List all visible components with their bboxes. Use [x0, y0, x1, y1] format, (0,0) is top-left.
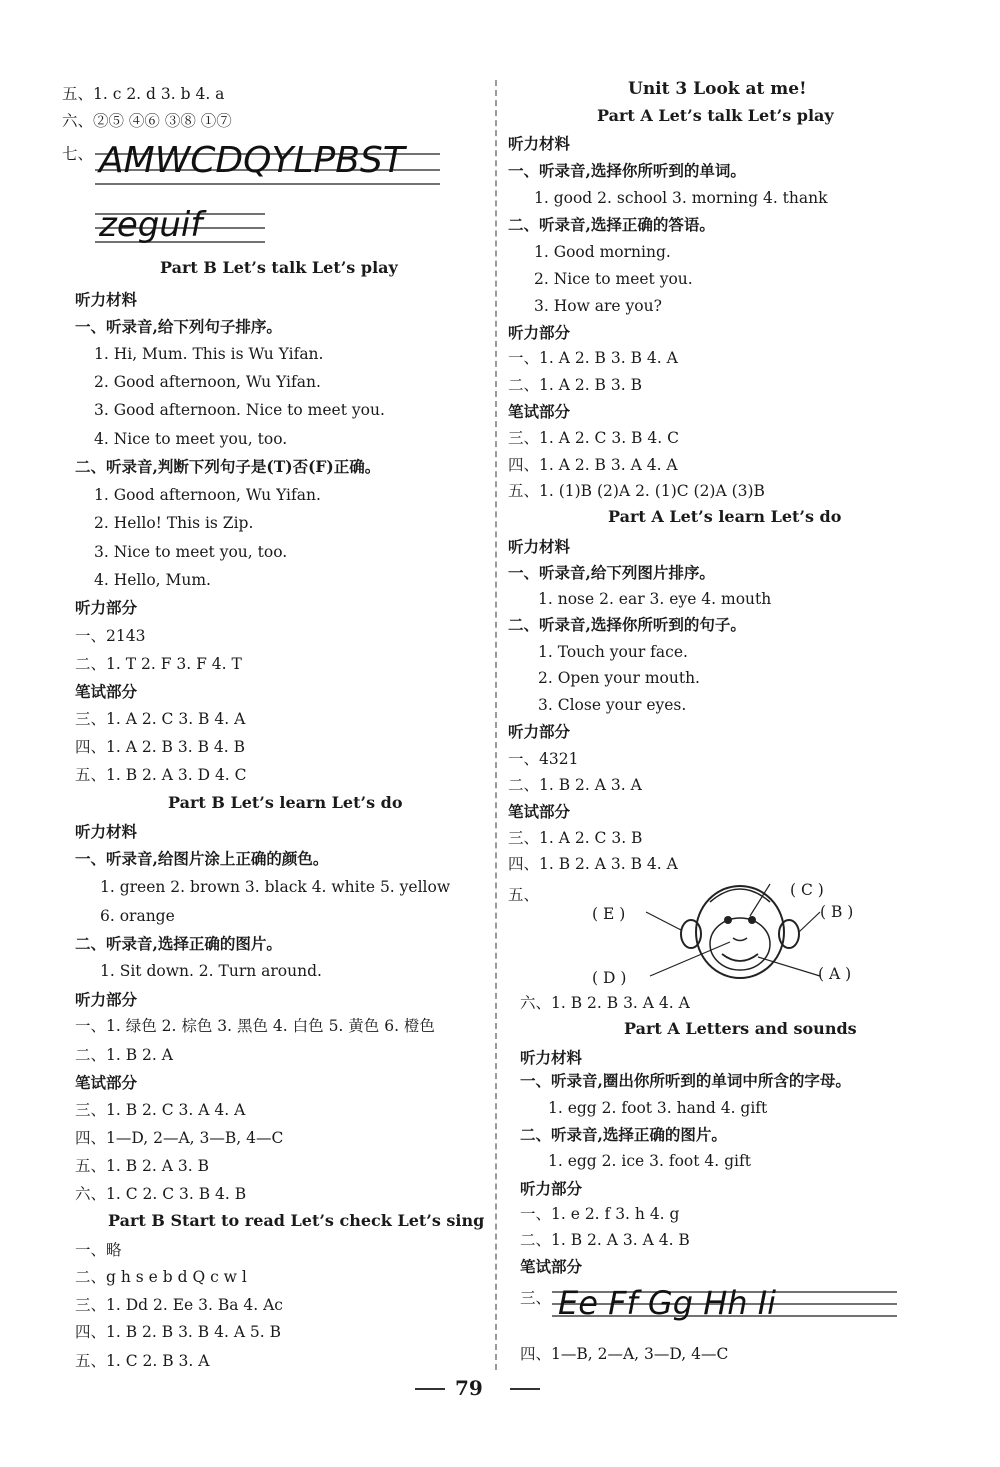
answer-line: 三、1. B 2. C 3. A 4. A [75, 1101, 246, 1119]
answer-line: 二、1. B 2. A [75, 1046, 173, 1064]
answer-line: 二、1. B 2. A 3. A 4. B [520, 1231, 690, 1249]
answer-line: 1. Good morning. [534, 243, 671, 261]
answer-line: 一、2143 [75, 627, 146, 645]
monkey-face-diagram [580, 872, 900, 992]
answer-line: 一、1. e 2. f 3. h 4. g [520, 1205, 680, 1223]
answer-line: 一、4321 [508, 750, 579, 768]
answer-line: 三、1. Dd 2. Ee 3. Ba 4. Ac [75, 1296, 283, 1314]
answer-line: 三、1. A 2. C 3. B [508, 829, 643, 847]
answer-line: 五、1. B 2. A 3. B [75, 1157, 209, 1175]
subheading: 笔试部分 [75, 1073, 138, 1092]
question-title: 一、听录音,圈出你所听到的单词中所含的字母。 [520, 1071, 851, 1090]
question-title: 一、听录音,给下列句子排序。 [75, 317, 282, 336]
diagram-label: ( E ) [592, 905, 626, 923]
svg-text:Ee Ff Gg Hh Ii: Ee Ff Gg Hh Ii [558, 1284, 777, 1322]
unit-title: Unit 3 Look at me! [628, 79, 807, 99]
answer-line: 1. egg 2. foot 3. hand 4. gift [548, 1099, 768, 1117]
answer-line: 2. Hello! This is Zip. [94, 514, 254, 532]
question-title: 二、听录音,选择正确的图片。 [520, 1125, 727, 1144]
diagram-label: ( D ) [592, 969, 627, 987]
subheading: 笔试部分 [520, 1257, 583, 1276]
question-title: 一、听录音,给图片涂上正确的颜色。 [75, 849, 329, 868]
page-number-dash-left [415, 1388, 445, 1390]
answer-line: 1. egg 2. ice 3. foot 4. gift [548, 1152, 751, 1170]
answer-line: 一、略 [75, 1241, 122, 1259]
answer-line: 一、1. 绿色 2. 棕色 3. 黑色 4. 白色 5. 黄色 6. 橙色 [75, 1017, 435, 1035]
subheading: 听力材料 [508, 537, 571, 556]
section-title: Part B Start to read Let’s check Let’s sing [108, 1211, 485, 1230]
answer-line: 1. nose 2. ear 3. eye 4. mouth [538, 590, 772, 608]
answer-line: 六、②⑤ ④⑥ ③⑧ ①⑦ [62, 112, 232, 130]
answer-line: 四、1—D, 2—A, 3—B, 4—C [75, 1129, 284, 1147]
subheading: 笔试部分 [75, 682, 138, 701]
column-divider [495, 80, 497, 1370]
answer-line: 六、1. C 2. C 3. B 4. B [75, 1185, 247, 1203]
answer-line: 五、1. c 2. d 3. b 4. a [62, 85, 225, 103]
answer-line: 五、 [508, 886, 540, 904]
answer-line: 五、1. C 2. B 3. A [75, 1352, 210, 1370]
handwriting-letters-3 [552, 1280, 897, 1334]
question-title: 二、听录音,判断下列句子是(T)否(F)正确。 [75, 457, 381, 476]
answer-line: 四、1. A 2. B 3. A 4. A [508, 456, 678, 474]
subheading: 听力部分 [75, 598, 138, 617]
answer-line: 3. How are you? [534, 297, 662, 315]
answer-line: 五、1. (1)B (2)A 2. (1)C (2)A (3)B [508, 482, 765, 500]
answer-line: 一、1. A 2. B 3. B 4. A [508, 349, 678, 367]
answer-line: 1. good 2. school 3. morning 4. thank [534, 189, 828, 207]
subheading: 听力材料 [75, 290, 138, 309]
handwriting-letters-2 [95, 202, 265, 258]
answer-line: 三、 [520, 1289, 552, 1307]
answer-line: 1. Good afternoon, Wu Yifan. [94, 486, 321, 504]
diagram-label: ( B ) [820, 903, 854, 921]
subheading: 听力部分 [508, 323, 571, 342]
section-title: Part A Let’s learn Let’s do [608, 507, 842, 526]
answer-line: 2. Good afternoon, Wu Yifan. [94, 373, 321, 391]
answer-line: 4. Hello, Mum. [94, 571, 211, 589]
answer-line: 四、1. A 2. B 3. B 4. B [75, 738, 246, 756]
answer-line: 2. Open your mouth. [538, 669, 700, 687]
svg-text:zeguif: zeguif [99, 205, 203, 245]
page-number-dash-right [510, 1388, 540, 1390]
subheading: 听力材料 [508, 134, 571, 153]
answer-line: 四、1. B 2. A 3. B 4. A [508, 855, 678, 873]
question-title: 一、听录音,选择你所听到的单词。 [508, 161, 746, 180]
answer-line: 1. Touch your face. [538, 643, 688, 661]
question-title: 二、听录音,选择正确的答语。 [508, 215, 715, 234]
answer-line: 四、1—B, 2—A, 3—D, 4—C [520, 1345, 729, 1363]
answer-line: 五、1. B 2. A 3. D 4. C [75, 766, 247, 784]
answer-line: 1. Sit down. 2. Turn around. [100, 962, 322, 980]
answer-line: 1. Hi, Mum. This is Wu Yifan. [94, 345, 324, 363]
subheading: 听力材料 [75, 822, 138, 841]
answer-line: 四、1. B 2. B 3. B 4. A 5. B [75, 1323, 282, 1341]
question-title: 二、听录音,选择你所听到的句子。 [508, 615, 746, 634]
subheading: 笔试部分 [508, 402, 571, 421]
section-title: Part A Letters and sounds [624, 1019, 857, 1038]
answer-line: 3. Nice to meet you, too. [94, 543, 288, 561]
answer-line: 三、1. A 2. C 3. B 4. C [508, 429, 679, 447]
answer-line: 2. Nice to meet you. [534, 270, 693, 288]
answer-line: 二、1. B 2. A 3. A [508, 776, 642, 794]
subheading: 笔试部分 [508, 802, 571, 821]
subheading: 听力部分 [520, 1179, 583, 1198]
answer-line: 3. Close your eyes. [538, 696, 687, 714]
answer-line: 3. Good afternoon. Nice to meet you. [94, 401, 385, 419]
question-title: 一、听录音,给下列图片排序。 [508, 563, 715, 582]
subheading: 听力材料 [520, 1048, 583, 1067]
handwriting-letters-1 [95, 132, 440, 196]
answer-line: 1. green 2. brown 3. black 4. white 5. yellow [100, 878, 451, 896]
svg-text:AMWCDQYLPBST: AMWCDQYLPBST [99, 140, 405, 181]
answer-line: 七、 [62, 145, 94, 163]
subheading: 听力部分 [75, 990, 138, 1009]
answer-line: 六、1. B 2. B 3. A 4. A [520, 994, 690, 1012]
answer-line: 二、1. A 2. B 3. B [508, 376, 642, 394]
diagram-label: ( C ) [790, 881, 824, 899]
question-title: 二、听录音,选择正确的图片。 [75, 934, 282, 953]
answer-line: 二、1. T 2. F 3. F 4. T [75, 655, 242, 673]
subheading: 听力部分 [508, 722, 571, 741]
section-title: Part B Let’s learn Let’s do [168, 793, 403, 812]
answer-line: 4. Nice to meet you, too. [94, 430, 288, 448]
page-number: 79 [455, 1376, 483, 1400]
answer-line: 三、1. A 2. C 3. B 4. A [75, 710, 246, 728]
diagram-label: ( A ) [818, 965, 852, 983]
answer-line: 二、g h s e b d Q c w l [75, 1268, 247, 1286]
section-title: Part A Let’s talk Let’s play [597, 106, 834, 125]
section-title: Part B Let’s talk Let’s play [160, 258, 398, 277]
answer-line: 6. orange [100, 907, 175, 925]
